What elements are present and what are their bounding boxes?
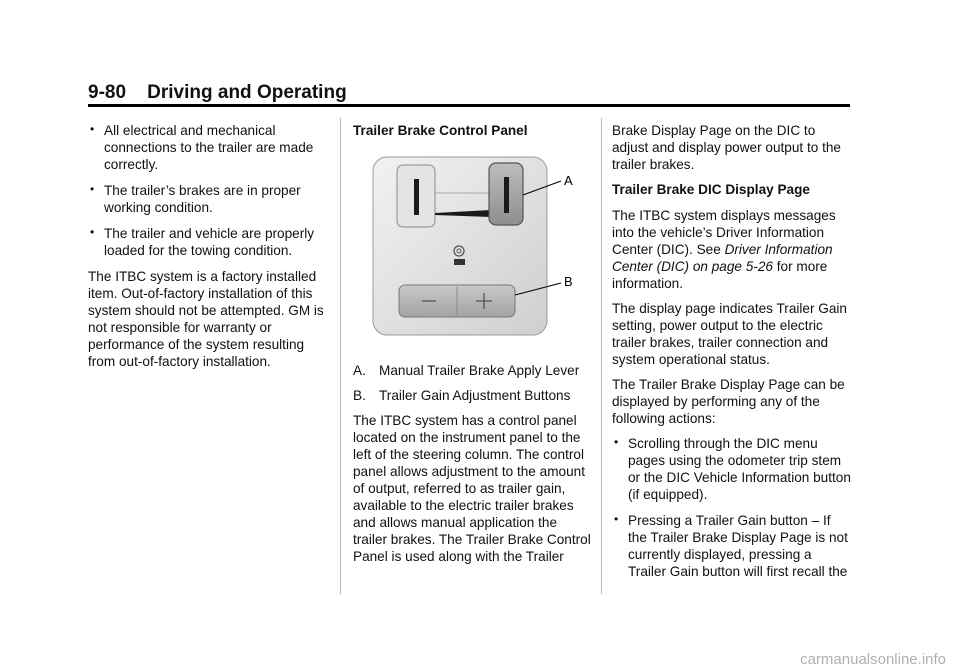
legend-label: B. xyxy=(353,388,366,403)
callout-label-a: A xyxy=(564,173,573,188)
dic-text-before: The ITBC system displays messages into the vehicle’s Driver Information Center (DIC). See xyxy=(612,208,836,257)
trailer-brake-panel-illustration xyxy=(353,155,595,347)
itbc-description-paragraph: The ITBC system has a control panel located on the instrument panel to the left of the steering column. The control panel allows adjustment to the amount of output, referred to as trailer gain, available to the electric trailer brakes and allows manual application the trailer brakes. The Trailer Brake Control Panel is used along with the Trailer xyxy=(353,413,591,564)
watermark: carmanualsonline.info xyxy=(800,651,946,668)
display-actions-paragraph: The Trailer Brake Display Page can be displayed by performing any of the following actions: xyxy=(612,377,845,426)
section-title: Driving and Operating xyxy=(147,82,347,103)
dic-display-heading: Trailer Brake DIC Display Page xyxy=(612,182,810,197)
legend-label: A. xyxy=(353,363,366,378)
bullet-item: • All electrical and mechanical connections to the trailer are made correctly. xyxy=(88,122,328,173)
column-divider-1 xyxy=(340,118,341,594)
dic-text-after: for more information. xyxy=(612,259,828,291)
column-2 xyxy=(353,122,593,573)
legend-item xyxy=(353,362,593,379)
bullet-item: • The trailer’s brakes are in proper working condition. xyxy=(88,182,328,216)
page-number: 9-80 xyxy=(88,82,127,103)
bullet-item: • Scrolling through the DIC menu pages using the odometer trip stem or the DIC Vehicle Information button (if equipped). xyxy=(612,435,852,503)
column-divider-2 xyxy=(601,118,602,594)
display-page-intro: Brake Display Page on the DIC to adjust and display power output to the trailer brakes. xyxy=(612,123,841,172)
bullet-item: • The trailer and vehicle are properly loaded for the towing condition. xyxy=(88,225,328,259)
display-indicates-paragraph: The display page indicates Trailer Gain setting, power output to the electric trailer brakes, trailer connection and system operational status. xyxy=(612,301,847,367)
header-rule xyxy=(88,104,850,107)
callout-label-b: B xyxy=(564,274,573,289)
dic-page-reference-link[interactable]: Driver Information Center (DIC) on page 5-26 xyxy=(612,242,833,274)
column-1 xyxy=(88,122,328,378)
page-header xyxy=(88,82,347,104)
trailer-brake-panel-figure xyxy=(353,155,595,347)
legend-text: Manual Trailer Brake Apply Lever xyxy=(379,363,580,378)
dic-messages-paragraph xyxy=(612,207,852,292)
column-3 xyxy=(612,122,852,589)
panel-heading: Trailer Brake Control Panel xyxy=(353,123,528,138)
itbc-factory-paragraph: The ITBC system is a factory installed item. Out-of-factory installation of this system should not be attempted. GM is not responsible for warranty or performance of the system resulting from out-of-factory installation. xyxy=(88,269,324,369)
legend-text: Trailer Gain Adjustment Buttons xyxy=(379,388,571,403)
bullet-item: • Pressing a Trailer Gain button – If the Trailer Brake Display Page is not currently displayed, pressing a Trailer Gain button will first recall the xyxy=(612,512,852,580)
legend-item xyxy=(353,387,593,404)
